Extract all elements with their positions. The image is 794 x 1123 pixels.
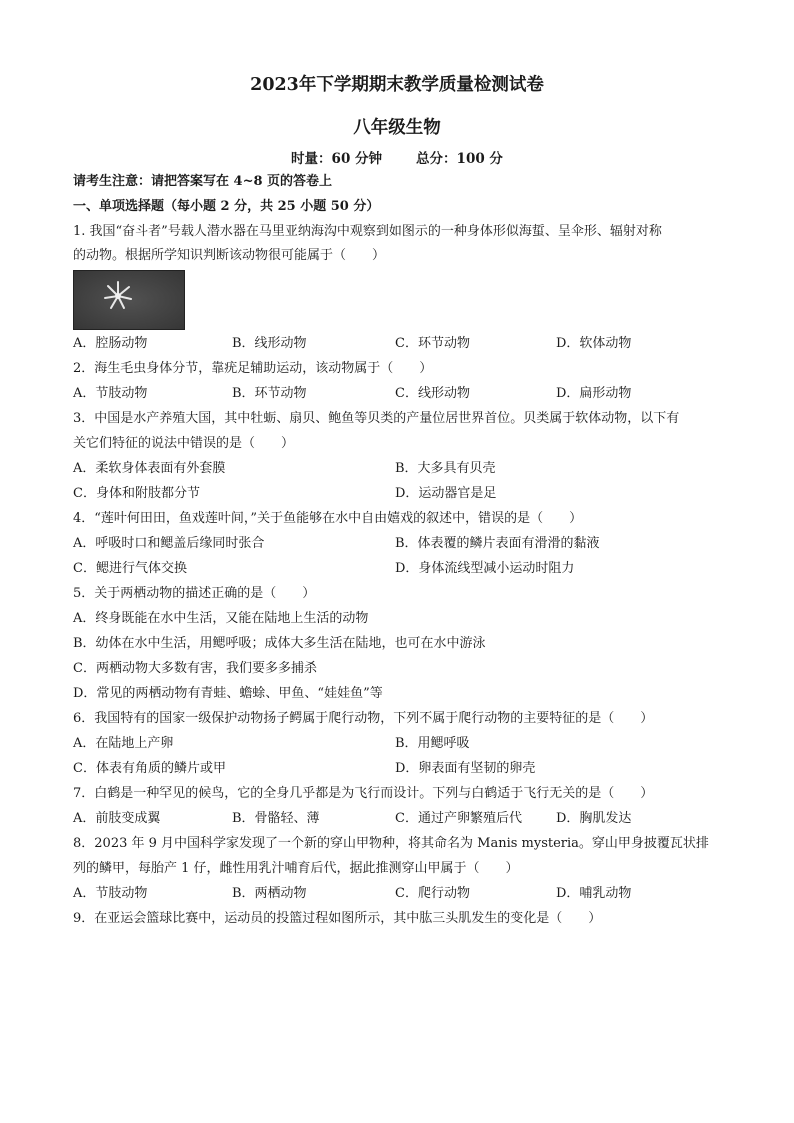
q3-option-c: C．身体和附肢都分节 [73,486,200,501]
q6-line1: 6．我国特有的国家一级保护动物扬子鳄属于爬行动物，下列不属于爬行动物的主要特征的是（ ） [73,711,654,726]
q1-option-c: C．环节动物 [395,336,470,351]
q1-line2: 的动物。根据所学知识判断该动物很可能属于（ ） [73,248,386,263]
q5-option-b: B．幼体在水中生活，用鳃呼吸；成体大多生活在陆地，也可在水中游泳 [73,636,486,651]
q2-option-c: C．线形动物 [395,386,470,401]
sea-creature-photo [73,270,185,330]
q6-option-b: B．用鳃呼吸 [395,736,470,751]
q3-option-b: B．大多具有贝壳 [395,461,496,476]
notice: 请考生注意：请把答案写在 4~8 页的答卷上 [73,174,333,189]
q2-option-a: A．节肢动物 [73,386,148,401]
q3-option-d: D．运动器官是足 [395,486,497,501]
q4-option-c: C．鳃进行气体交换 [73,561,187,576]
q6-option-c: C．体表有角质的鳞片或甲 [73,761,226,776]
q7-line1: 7．白鹤是一种罕见的候鸟，它的全身几乎都是为飞行而设计。下列与白鹤适于飞行无关的是（ ） [73,786,654,801]
q4-option-a: A．呼吸时口和鳃盖后缘同时张合 [73,536,265,551]
q7-option-b: B．骨骼轻、薄 [232,811,320,826]
q5-option-d: D．常见的两栖动物有青蛙、蟾蜍、甲鱼、“娃娃鱼”等 [73,686,383,701]
q1-option-b: B．线形动物 [232,336,307,351]
q6-option-d: D．卵表面有坚韧的卵壳 [395,761,536,776]
q2-line1: 2．海生毛虫身体分节，靠疣足辅助运动，该动物属于（ ） [73,361,433,376]
q8-option-c: C．爬行动物 [395,886,470,901]
time-limit: 时量：60 分钟 [291,151,383,167]
q3-option-a: A．柔软身体表面有外套膜 [73,461,226,476]
q7-option-a: A．前肢变成翼 [73,811,161,826]
q5-option-a: A．终身既能在水中生活，又能在陆地上生活的动物 [73,611,369,626]
section-heading: 一、单项选择题（每小题 2 分，共 25 小题 50 分） [73,199,380,214]
q7-option-d: D．胸肌发达 [556,811,632,826]
q9-line1: 9．在亚运会篮球比赛中，运动员的投篮过程如图所示，其中肱三头肌发生的变化是（ ） [73,911,602,926]
q1-line1: 1. 我国“奋斗者”号载人潜水器在马里亚纳海沟中观察到如图示的一种身体形似海蜇、呈伞形、辐射对称 [73,224,662,239]
exam-title: 2023年下学期期末教学质量检测试卷 [250,75,544,95]
q3-line1: 3．中国是水产养殖大国，其中牡蛎、扇贝、鲍鱼等贝类的产量位居世界首位。贝类属于软体动物，以下有 [73,411,680,426]
q8-line2: 列的鳞甲，每胎产 1 仔，雌性用乳汁哺育后代，据此推测穿山甲属于（ ） [73,861,519,876]
total-score: 总分：100 分 [416,151,503,167]
q1-option-a: A．腔肠动物 [73,336,148,351]
q1-option-d: D．软体动物 [556,336,632,351]
q8-option-d: D．哺乳动物 [556,886,632,901]
exam-meta [0,147,794,167]
q6-option-a: A．在陆地上产卵 [73,736,174,751]
q2-option-b: B．环节动物 [232,386,307,401]
q3-line2: 关它们特征的说法中错误的是（ ） [73,436,295,451]
q8-option-b: B．两栖动物 [232,886,307,901]
q5-option-c: C．两栖动物大多数有害，我们要多多捕杀 [73,661,317,676]
q8-option-a: A．节肢动物 [73,886,148,901]
q4-option-b: B．体表覆的鳞片表面有滑滑的黏液 [395,536,600,551]
q8-line1: 8．2023 年 9 月中国科学家发现了一个新的穿山甲物种，将其命名为 Manis mysteria。穿山甲身披覆瓦状排 [73,836,709,851]
q5-line1: 5．关于两栖动物的描述正确的是（ ） [73,586,316,601]
q2-option-d: D．扁形动物 [556,386,632,401]
q4-option-d: D．身体流线型减小运动时阻力 [395,561,575,576]
subject-title: 八年级生物 [353,118,441,138]
q7-option-c: C．通过产卵繁殖后代 [395,811,522,826]
q4-line1: 4．“莲叶何田田，鱼戏莲叶间，”关于鱼能够在水中自由嬉戏的叙述中，错误的是（ ） [73,511,583,526]
